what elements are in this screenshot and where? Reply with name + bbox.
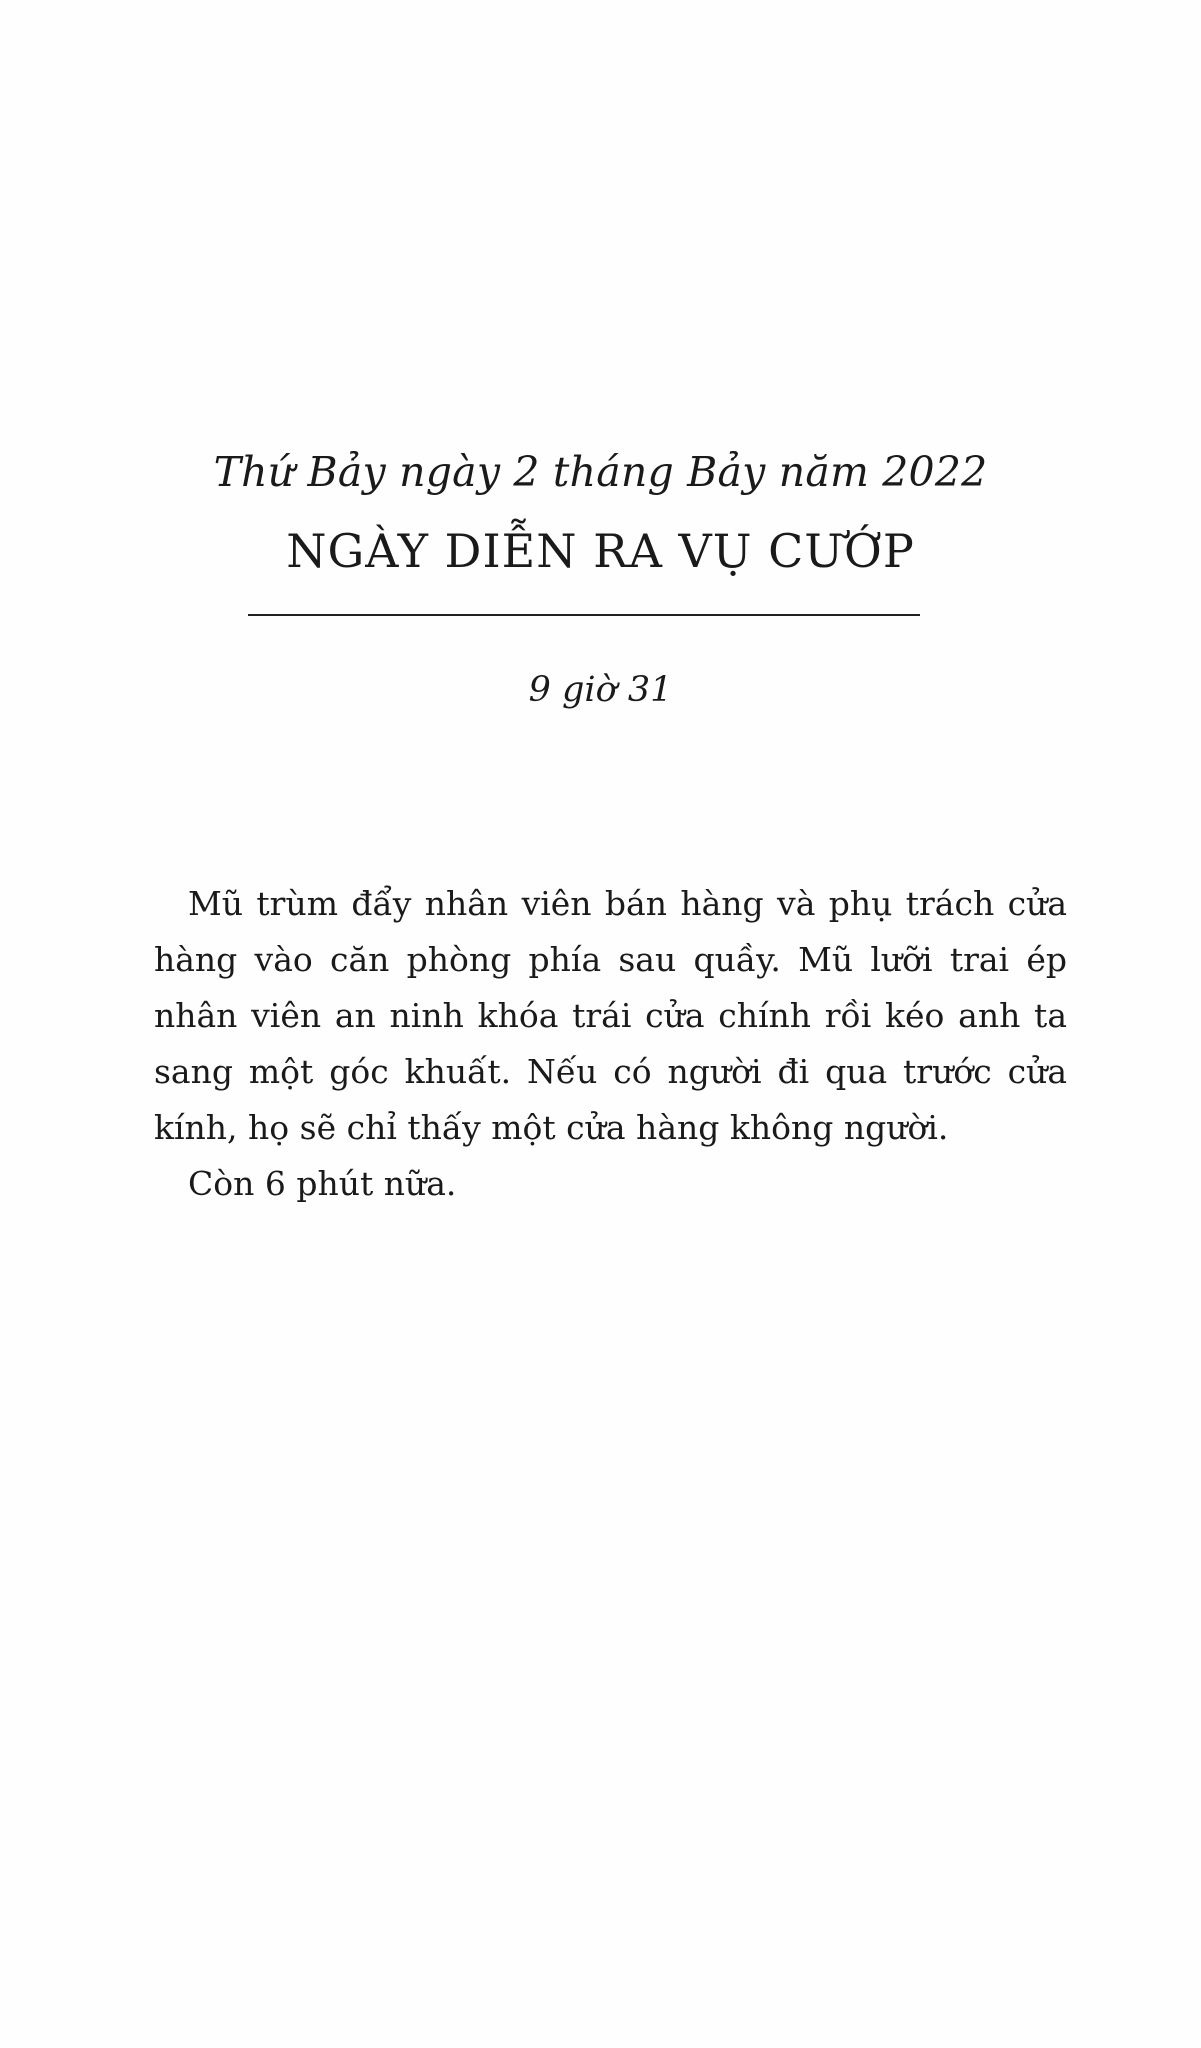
paragraph: Còn 6 phút nữa.	[188, 1164, 457, 1203]
time-heading: 9 giờ 31	[528, 670, 673, 710]
chapter-title: NGÀY DIỄN RA VỤ CƯỚP	[286, 524, 915, 578]
date-line: Thứ Bảy ngày 2 tháng Bảy năm 2022	[213, 448, 988, 496]
title-divider	[248, 614, 920, 616]
paragraph: Mũ trùm đẩy nhân viên bán hàng và phụ trách cửa hàng vào căn phòng phía sau quầy. Mũ lưỡi trai ép nhân viên an ninh khóa trái cửa chính rồi kéo anh ta sang một góc khuất. Nếu có người đi qua trước cửa kính, họ sẽ chỉ thấy một cửa hàng không người.	[154, 884, 1067, 1147]
body-text	[154, 876, 1067, 1212]
